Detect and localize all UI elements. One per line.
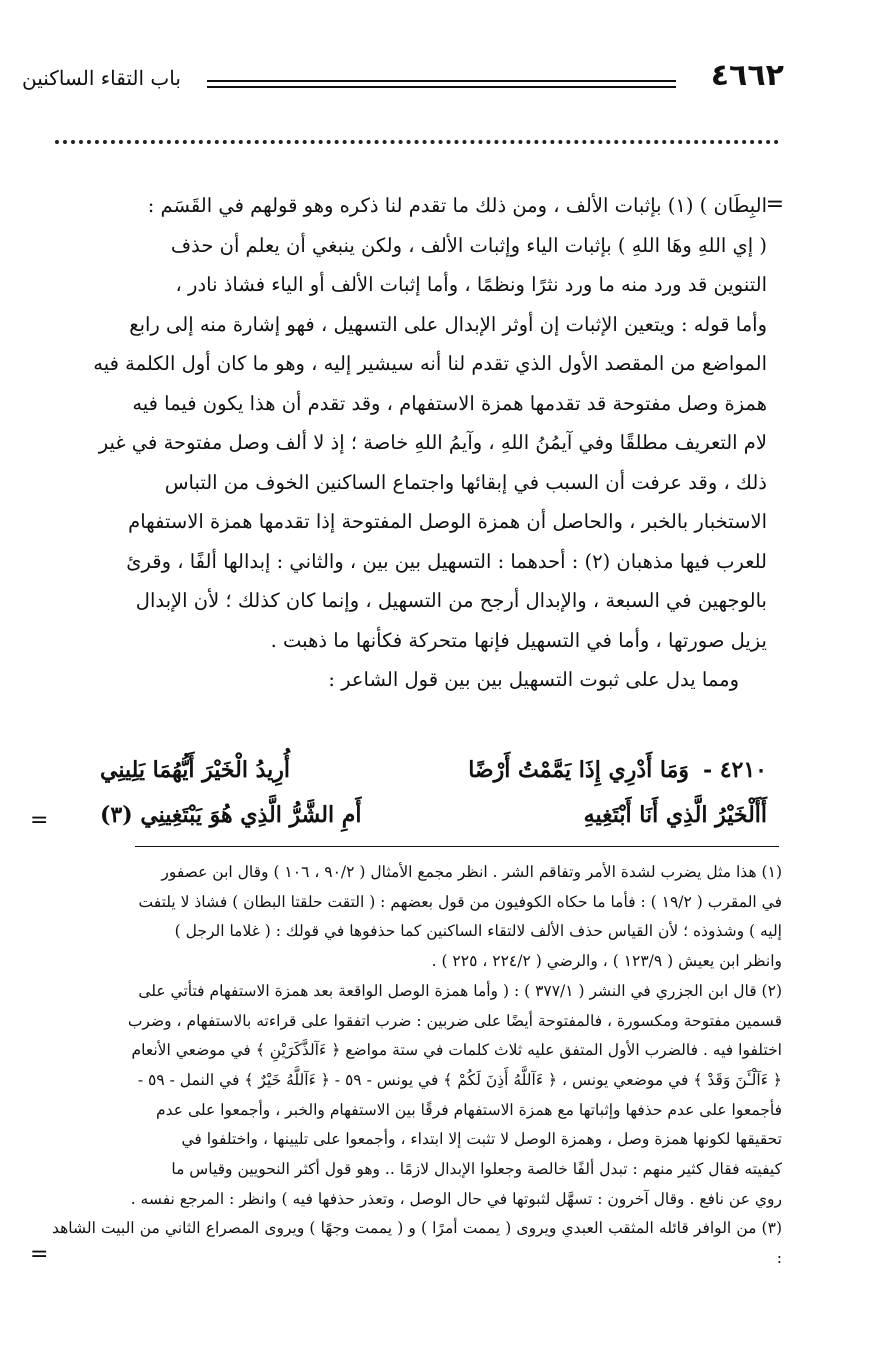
footnote-line-11: كيفيته فقال كثير منهم : تبدل ألفًا خالصة وجعلوا الإبدال لازمًا .. وهو قول أكثر النحويين وقياس ما: [171, 1160, 782, 1179]
footnote-line-4: وانظر ابن يعيش ( ١٢٣/٩ ) ، والرضي ( ٢٢٤/٢ ، ٢٢٥ ) .: [431, 952, 782, 971]
chapter-title: باب التقاء الساكنين: [22, 66, 181, 90]
footnote-line-3: إليه ) وشذوذه ؛ لأن القياس حذف الألف لالتقاء الساكنين كما حذفوها في قولك : ( غلاما الرجل ): [174, 922, 782, 941]
body-line-6: همزة وصل مفتوحة قد تقدمها همزة الاستفهام ، وقد تقدم أن هذا يكون فيما فيه: [132, 391, 767, 415]
body-line-10: للعرب فيها مذهبان (٢) : أحدهما : التسهيل بين بين ، والثاني : إبدالها ألفًا ، وقرئ: [126, 549, 767, 573]
verse-second-left: أَمِ الشَّرُّ الَّذِي هُوَ يَبْتَغِينِي (٣): [100, 802, 362, 828]
body-line-13: ومما يدل على ثبوت التسهيل بين بين قول الشاعر :: [328, 668, 739, 691]
body-line-7: لام التعريف مطلقًا وفي آيمُنُ اللهِ ، وآيمُ اللهِ خاصة ؛ إذ لا ألف وصل مفتوحة في غير: [98, 431, 767, 454]
body-line-9: الاستخبار بالخبر ، والحاصل أن همزة الوصل المفتوحة إذا تقدمها همزة الاستفهام: [128, 510, 767, 533]
footnote-line-6: قسمين مفتوحة ومكسورة ، فالمفتوحة أيضًا على ضربين : ضرب اتفقوا على قراءته بالاستفهام ، وضرب: [127, 1011, 782, 1030]
verse-number: ٤٢١٠ -: [702, 757, 767, 783]
verse-first-right: وَمَا أَدْرِي إِذَا يَمَّمْتُ أَرْضًا: [468, 757, 689, 783]
header-rule-second: [207, 86, 676, 88]
footnote-line-8: ﴿ ءَآلْـَٔنَ وَقَدْ ﴾ في موضعي يونس ، ﴿ ءَآللَّهُ أَذِنَ لَكُمْ ﴾ في يونس - ٥٩ - ﴿ ءَآللَّهُ خَيْرٌ ﴾ في النمل - ٥٩ -: [137, 1070, 782, 1089]
body-line-3: التنوين قد ورد منه ما ورد نثرًا ونظمًا ، وأما إثبات الألف أو الياء فشاذ نادر ،: [175, 273, 767, 296]
continuation-mark-top: =: [765, 192, 784, 217]
footnote-line-5: (٢) قال ابن الجزري في النشر ( ٣٧٧/١ ) : ( وأما همزة الوصل الواقعة بعد همزة الاستفهام فتأتي على: [138, 981, 782, 1000]
footnote-line-12: روي عن نافع . وقال آخرون : تسهَّل لثبوتها في حال الوصل ، وتعذر حذفها فيه ) وانظر : المرجع نفسه .: [130, 1189, 782, 1208]
page-number: ٤٦٦٢: [710, 58, 784, 93]
body-line-8: ذلك ، وقد عرفت أن السبب في إبقائها واجتماع الساكنين الخوف من التباس: [164, 470, 767, 494]
footnote-line-1: (١) هذا مثل يضرب لشدة الأمر وتفاقم الشر . انظر مجمع الأمثال ( ٩٠/٢ ، ١٠٦ ) وقال ابن عصفور: [161, 863, 782, 881]
body-line-4: وأما قوله : ويتعين الإثبات إن أوثر الإبدال على التسهيل ، فهو إشارة منه إلى رابع: [129, 312, 767, 336]
body-line-5: المواضع من المقصد الأول الذي تقدم لنا أنه سيشير إليه ، وهو ما كان أول الكلمة فيه: [93, 352, 767, 375]
footnote-line-2: في المقرب ( ١٩/٢ ) : فأما ما حكاه الكوفيون من قول بعضهم : ( التقت حلقتا البطان ) فشاذ لا يلتفت: [138, 892, 782, 911]
header-rule: [207, 80, 676, 82]
body-line-2: ( إي اللهِ وهَا اللهِ ) بإثبات الياء وإثبات الألف ، ولكن ينبغي أن يعلم أن حذف: [170, 233, 767, 257]
footnote-line-10: تحقيقها لكونها همزة وصل ، وهمزة الوصل لا تثبت إلا ابتداء ، وأجمعوا على تليينها ، واختلفوا في: [181, 1130, 782, 1149]
body-line-12: يزيل صورتها ، وأما في التسهيل فإنها متحركة فكأنها ما ذهبت .: [270, 628, 767, 652]
footnotes: [52, 858, 782, 1274]
continuation-mark-verse: =: [30, 808, 49, 833]
page-header: [22, 58, 784, 102]
footnote-separator: [135, 846, 779, 847]
footnote-line-7: اختلفوا فيه . فالضرب الأول المتفق عليه ثلاث كلمات في ستة مواضع ﴿ ءَآلذَّكَرَيْنِ ﴾ في موضعي الأنعام: [131, 1041, 782, 1060]
verse-second-right: أَأَلْخَيْرُ الَّذِي أَنَا أَبْتَغِيهِ: [583, 802, 767, 828]
body-line-1: البِطَان ) (١) بإثبات الألف ، ومن ذلك ما تقدم لنا ذكره وهو قولهم في القَسَم :: [147, 194, 767, 217]
footnote-line-9: فأجمعوا على عدم حذفها وإثباتها مع همزة الاستفهام فرقًا بين الاستفهام والخبر ، وأجمعوا على عدم: [156, 1100, 782, 1119]
footnote-line-13: (٣) من الوافر قائله المثقب العبدي ويروى ( يممت أمرًا ) و ( يممت وجهًا ) ويروى المصراع الثاني من البيت الشاهد :: [52, 1219, 782, 1268]
verse-first-left: أُرِيدُ الْخَيْرَ أَيُّهُمَا يَلِينِي: [100, 757, 290, 783]
dotted-separator: [55, 140, 779, 144]
continuation-mark-footnote: =: [30, 1242, 49, 1267]
body-line-11: بالوجهين في السبعة ، والإبدال أرجح من التسهيل ، وإنما كان كذلك ؛ لأن الإبدال: [135, 589, 767, 612]
body-text: [52, 186, 767, 700]
